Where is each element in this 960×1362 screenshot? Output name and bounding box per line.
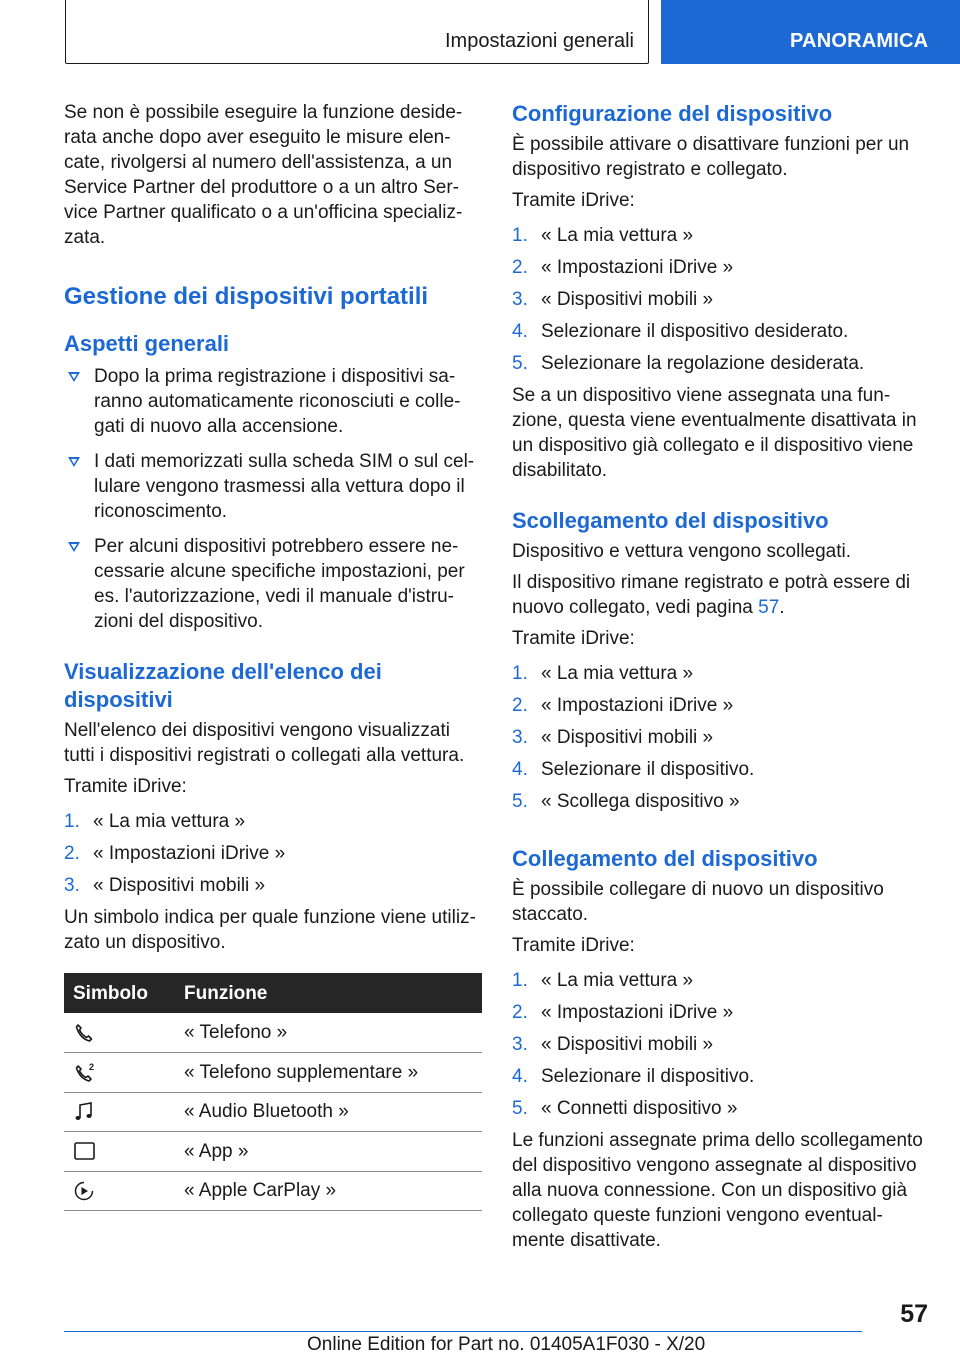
tab-panoramica-label: PANORAMICA: [790, 30, 929, 52]
disconnect-paragraph: Dispositivo e vettura vengono scollegati.: [512, 541, 852, 562]
triangle-bullet-icon: [68, 457, 80, 467]
heading-device-list: Visualizzazione dell'elenco dei dispositivi: [64, 659, 382, 712]
via-idrive-label: Tramite iDrive:: [512, 190, 635, 211]
step-item: 3. « Dispositivi mobili »: [512, 289, 714, 310]
carplay-play-icon: [73, 1180, 95, 1202]
step-item: 1. « La mia vettura »: [512, 663, 694, 684]
list-item: Dopo la prima registrazione i dispositivi sa-ranno automaticamente riconosciuti e colle-gati di nuovo alla accensione.: [64, 364, 482, 439]
disconnect-paragraph-2: Il dispositivo rimane registrato e potrà essere di nuovo collegato, vedi pagina 57.: [512, 572, 911, 618]
general-bullet-list: [64, 364, 482, 634]
step-item: 1. « La mia vettura »: [512, 970, 694, 991]
tab-panoramica[interactable]: [661, 0, 960, 64]
table-row: « Apple CarPlay »: [64, 1171, 482, 1211]
config-paragraph: È possibile attivare o disattivare funzioni per un dispositivo registrato e collegato.: [512, 134, 910, 180]
svg-text:2: 2: [89, 1062, 95, 1073]
page-number: 57: [900, 1300, 928, 1328]
list-item: I dati memorizzati sulla scheda SIM o sul cel-lulare vengono trasmessi alla vettura dopo il riconoscimento.: [64, 449, 482, 524]
symbol-paragraph: Un simbolo indica per quale funzione viene utiliz-zato un dispositivo.: [64, 907, 476, 953]
step-item: 4. Selezionare il dispositivo.: [512, 759, 755, 780]
phone-icon: [73, 1022, 95, 1044]
via-idrive-label: Tramite iDrive:: [64, 776, 187, 797]
step-item: 5. Selezionare la regolazione desiderata.: [512, 353, 865, 374]
step-item: 1. « La mia vettura »: [64, 811, 246, 832]
heading-general-aspects: Aspetti generali: [64, 331, 230, 356]
triangle-bullet-icon: [68, 372, 80, 382]
table-row: « Audio Bluetooth »: [64, 1092, 482, 1132]
config-steps: [512, 223, 928, 383]
via-idrive-label: Tramite iDrive:: [512, 628, 635, 649]
list-item: Per alcuni dispositivi potrebbero essere ne-cessarie alcune specifiche impostazioni, per es. l'autorizzazione, vedi il manuale d'istru-zioni del dispositivo.: [64, 534, 482, 634]
step-item: 1. « La mia vettura »: [512, 225, 694, 246]
via-idrive-label: Tramite iDrive:: [512, 935, 635, 956]
heading-connect-device: Collegamento del dispositivo: [512, 846, 818, 871]
heading-disconnect-device: Scollegamento del dispositivo: [512, 508, 829, 533]
disconnect-steps: [512, 661, 928, 821]
footer-divider: [64, 1331, 862, 1332]
footer-edition: Online Edition for Part no. 01405A1F030 - X/20: [307, 1334, 706, 1355]
step-item: 2. « Impostazioni iDrive »: [512, 1002, 734, 1023]
step-item: 2. « Impostazioni iDrive »: [512, 695, 734, 716]
table-row: « Telefono »: [64, 1013, 482, 1053]
heading-device-config: Configurazione del dispositivo: [512, 101, 833, 126]
phone-2-icon: [73, 1061, 97, 1083]
config-after-paragraph: Se a un dispositivo viene assegnata una fun-zione, questa viene eventualmente disattivata in un dispositivo già collegato e il dispositivo viene disabilitato.: [512, 385, 917, 481]
step-item: 5. « Connetti dispositivo »: [512, 1098, 738, 1119]
triangle-bullet-icon: [68, 542, 80, 552]
header-section-box: [65, 0, 649, 64]
device-list-paragraph: Nell'elenco dei dispositivi vengono visualizzati tutti i dispositivi registrati o collegati alla vettura.: [64, 720, 465, 766]
col-symbol-header: Simbolo: [64, 973, 184, 1013]
table-row: « App »: [64, 1132, 482, 1172]
intro-paragraph: Se non è possibile eseguire la funzione deside-rata anche dopo aver eseguito le misure elen-cate, rivolgersi al numero dell'assistenza, a un Service Partner del produttore o a un altro Ser-vice Partner qualificato o a un'officina specializ-zata.: [64, 102, 463, 248]
symbol-table: [64, 973, 482, 1211]
right-column: [512, 100, 928, 1253]
step-item: 4. Selezionare il dispositivo desiderato.: [512, 321, 849, 342]
col-function-header: Funzione: [184, 973, 482, 1013]
heading-device-management: Gestione dei dispositivi portatili: [64, 283, 429, 310]
connect-steps: [512, 968, 928, 1128]
app-square-icon: [73, 1140, 97, 1162]
connect-paragraph: È possibile collegare di nuovo un dispositivo staccato.: [512, 879, 884, 925]
connect-after-paragraph: Le funzioni assegnate prima dello scollegamento del dispositivo vengono assegnate al dispositivo alla nuova connessione. Con un dispositivo già collegato queste funzioni vengono eventual-mente disattivate.: [512, 1130, 923, 1251]
step-item: 4. Selezionare il dispositivo.: [512, 1066, 755, 1087]
step-item: 3. « Dispositivi mobili »: [512, 1034, 714, 1055]
step-item: 2. « Impostazioni iDrive »: [64, 843, 286, 864]
section-title: Impostazioni generali: [445, 30, 634, 52]
music-note-icon: [73, 1101, 95, 1123]
step-item: 3. « Dispositivi mobili »: [64, 875, 266, 896]
step-item: 5. « Scollega dispositivo »: [512, 791, 740, 812]
device-list-steps: [64, 809, 482, 905]
table-header-row: [64, 973, 482, 1013]
step-item: 2. « Impostazioni iDrive »: [512, 257, 734, 278]
left-column: [64, 100, 482, 1211]
page-link[interactable]: 57: [758, 597, 780, 618]
step-item: 3. « Dispositivi mobili »: [512, 727, 714, 748]
table-row: 2 « Telefono supplementare »: [64, 1053, 482, 1093]
